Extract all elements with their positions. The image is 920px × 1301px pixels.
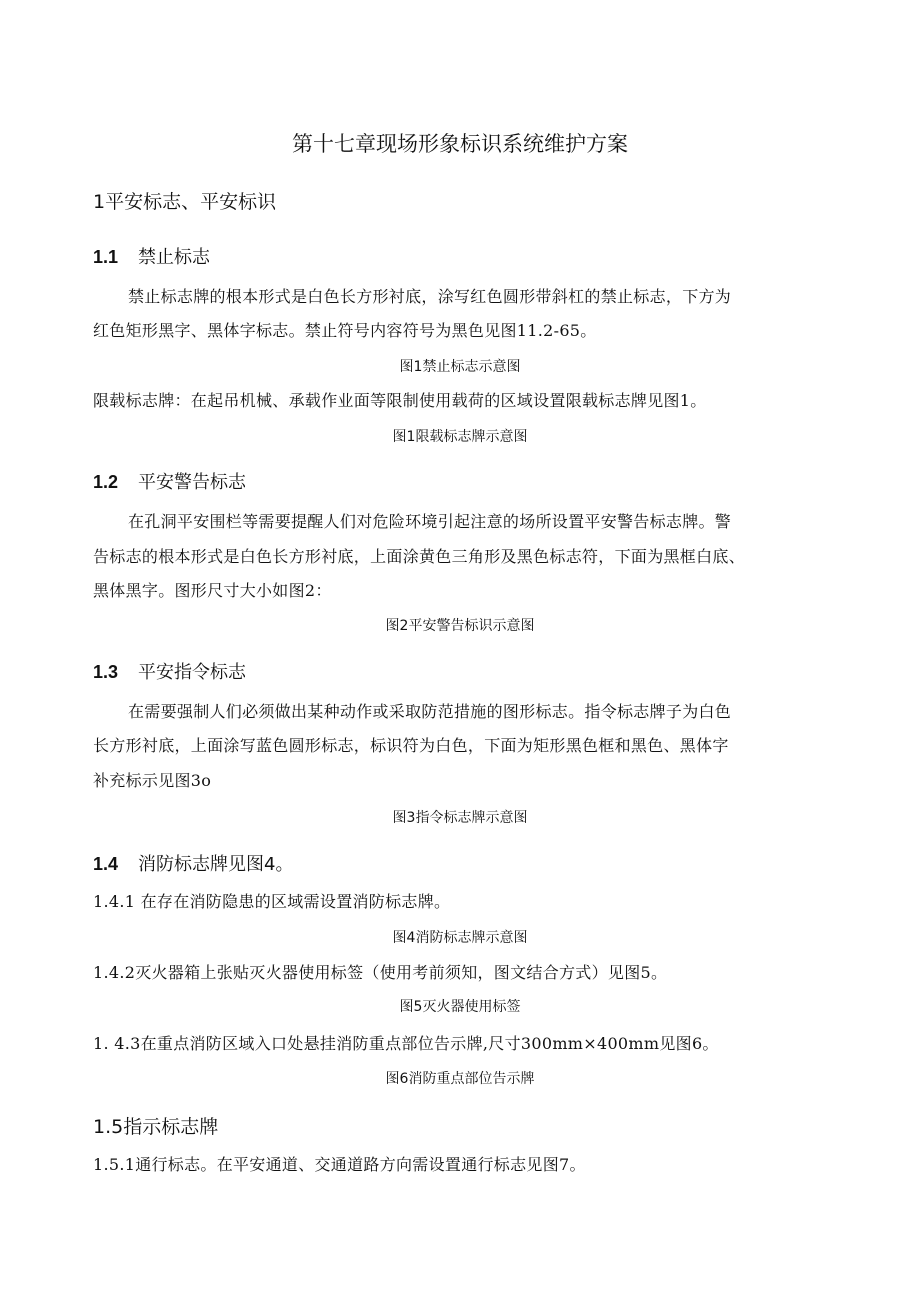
subsection-title: 平安指令标志 xyxy=(138,662,246,683)
figure-caption: 图2平安警告标识示意图 xyxy=(385,618,535,634)
paragraph-line: 1.4.1 在存在消防隐患的区域需设置消防标志牌。 xyxy=(93,892,451,911)
subsection-number: 1.1 xyxy=(93,247,119,267)
chapter-title: 第十七章现场形象标识系统维护方案 xyxy=(292,132,628,156)
subsection-title: 禁止标志 xyxy=(138,247,210,268)
subsection-heading-1-4 xyxy=(93,850,293,876)
subsection-number: 1.2 xyxy=(93,472,119,492)
figure-caption: 图3指令标志牌示意图 xyxy=(392,810,528,826)
subsection-heading-1-2 xyxy=(93,468,246,494)
paragraph-line: 禁止标志牌的根本形式是白色长方形衬底，涂写红色圆形带斜杠的禁止标志，下方为 xyxy=(128,287,732,306)
figure-caption: 图1限载标志牌示意图 xyxy=(392,429,528,445)
subsection-heading-1-5: 1.5指示标志牌 xyxy=(93,1116,219,1138)
paragraph-line: 告标志的根本形式是白色长方形衬底，上面涂黄色三角形及黑色标志符，下面为黑框白底、 xyxy=(93,547,746,566)
paragraph-line: 补充标示见图3o xyxy=(93,771,212,790)
paragraph-line: 长方形衬底，上面涂写蓝色圆形标志，标识符为白色，下面为矩形黑色框和黑色、黑体字 xyxy=(93,736,729,755)
subsection-number: 1.3 xyxy=(93,662,119,682)
subsection-heading-1-1 xyxy=(93,243,210,269)
paragraph-line: 在孔洞平安围栏等需要提醒人们对危险环境引起注意的场所设置平安警告标志牌。警 xyxy=(128,512,732,531)
figure-caption: 图6消防重点部位告示牌 xyxy=(385,1071,535,1087)
section-heading-1: 1平安标志、平安标识 xyxy=(93,191,277,213)
subsection-number: 1.4 xyxy=(93,854,119,874)
subsection-heading-1-3 xyxy=(93,658,246,684)
paragraph-line: 1.4.2灭火器箱上张贴灭火器使用标签（使用考前须知，图文结合方式）见图5。 xyxy=(93,963,668,982)
subsection-title: 消防标志牌见图4。 xyxy=(138,854,294,875)
paragraph-line: 红色矩形黑字、黑体字标志。禁止符号内容符号为黑色见图11.2-65。 xyxy=(93,321,597,340)
subsection-title: 平安警告标志 xyxy=(138,472,246,493)
figure-caption: 图4消防标志牌示意图 xyxy=(392,930,528,946)
paragraph-line: 限载标志牌：在起吊机械、承载作业面等限制使用载荷的区域设置限载标志牌见图1。 xyxy=(93,391,707,410)
paragraph-line: 1. 4.3在重点消防区域入口处悬挂消防重点部位告示牌,尺寸300mm×400mm见图6。 xyxy=(93,1034,719,1053)
figure-caption: 图1禁止标志示意图 xyxy=(399,359,521,375)
figure-caption: 图5灭火器使用标签 xyxy=(399,999,521,1015)
paragraph-line: 1.5.1通行标志。在平安通道、交通道路方向需设置通行标志见图7。 xyxy=(93,1155,586,1174)
paragraph-line: 黑体黑字。图形尺寸大小如图2： xyxy=(93,581,332,600)
paragraph-line: 在需要强制人们必须做出某种动作或采取防范措施的图形标志。指令标志牌子为白色 xyxy=(128,702,732,721)
